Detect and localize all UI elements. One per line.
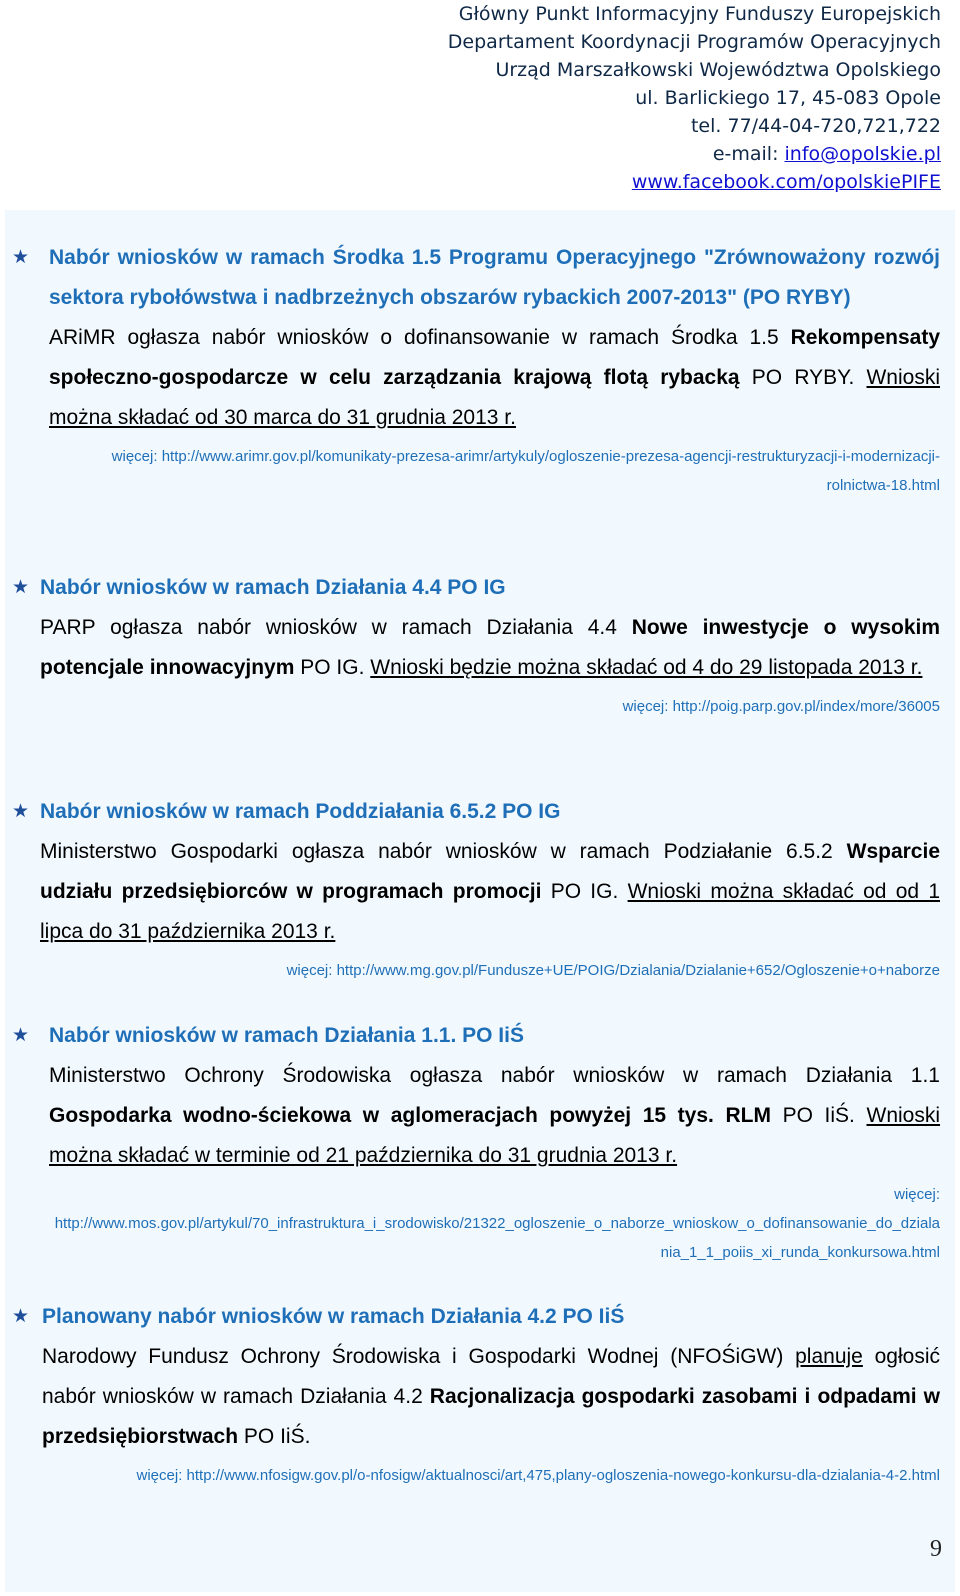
header-facebook-line — [448, 168, 941, 196]
news-title: ★ Nabór wniosków w ramach Działania 1.1. PO IiŚ — [49, 1016, 940, 1056]
star-bullet-icon: ★ — [12, 1306, 30, 1327]
header-line-5: tel. 77/44-04-720,721,722 — [690, 115, 941, 137]
news-body: Ministerstwo Gospodarki ogłasza nabór wniosków w ramach Podziałanie 6.5.2 Wsparcie udziału przedsiębiorców w programach promocji PO IG. Wnioski można składać od od 1 lipca do 31 października 2013 r. — [40, 840, 941, 943]
news-item-2 — [12, 568, 941, 721]
news-item-4 — [12, 1016, 941, 1267]
more-link-line: więcej: http://www.mos.gov.pl/artykul/70_infrastruktura_i_srodowisko/21322_ogloszenie_o_naborze_wnioskow_o_dofinansowanie_do_dzialania_1_1_poiis_xi_runda_konkursowa.html — [49, 1180, 940, 1267]
news-body: ARiMR ogłasza nabór wniosków o dofinansowanie w ramach Środka 1.5 Rekompensaty społeczno-gospodarcze w celu zarządzania krajową flotą rybacką PO RYBY. Wnioski można składać od 30 marca do 31 grudnia 2013 r. — [49, 326, 940, 429]
news-title: ★ Nabór wniosków w ramach Środka 1.5 Programu Operacyjnego "Zrównoważony rozwój sektora rybołówstwa i nadbrzeżnych obszarów rybackich 2007-2013" (PO RYBY) — [49, 238, 940, 318]
page-number: 9 — [930, 1536, 942, 1562]
more-link-line: więcej: http://www.mg.gov.pl/Fundusze+UE/POIG/Dzialania/Dzialanie+652/Ogloszenie+o+naborze — [286, 962, 940, 979]
news-title: ★ Nabór wniosków w ramach Działania 4.4 PO IG — [40, 568, 940, 608]
more-url[interactable]: http://www.mos.gov.pl/artykul/70_infrastruktura_i_srodowisko/21322_ogloszenie_o_naborze_wnioskow_o_dofinansowanie_do_dzialania_1_1_poiis_xi_runda_konkursowa.html — [54, 1215, 940, 1261]
deadline-text: Wnioski można składać w terminie od 21 października do 31 grudnia 2013 r. — [49, 1104, 941, 1167]
news-item-5 — [12, 1297, 940, 1490]
star-bullet-icon: ★ — [12, 247, 30, 268]
more-link-line: więcej: http://www.nfosigw.gov.pl/o-nfosigw/aktualnosci/art,475,plany-ogloszenia-nowego-konkursu-dla-dzialania-4-2.html — [136, 1467, 940, 1484]
deadline-text: Wnioski można składać od 30 marca do 31 grudnia 2013 r. — [49, 366, 940, 429]
contact-header — [448, 0, 941, 196]
news-title: ★ Planowany nabór wniosków w ramach Działania 4.2 PO IiŚ — [42, 1297, 940, 1337]
news-body: Ministerstwo Ochrony Środowiska ogłasza nabór wniosków w ramach Działania 1.1 Gospodarka wodno-ściekowa w aglomeracjach powyżej 15 tys. RLM PO IiŚ. Wnioski można składać w terminie od 21 października do 31 grudnia 2013 r. — [49, 1064, 941, 1167]
facebook-link[interactable]: www.facebook.com/opolskiePIFE — [631, 171, 941, 193]
star-bullet-icon: ★ — [12, 1025, 30, 1046]
header-line-4: ul. Barlickiego 17, 45-083 Opole — [635, 87, 941, 109]
deadline-text: Wnioski będzie można składać od 4 do 29 listopada 2013 r. — [370, 656, 923, 679]
email-label: e-mail: — [712, 143, 785, 165]
news-body: PARP ogłasza nabór wniosków w ramach Działania 4.4 Nowe inwestycje o wysokim potencjale innowacyjnym PO IG. Wnioski będzie można składać od 4 do 29 listopada 2013 r. — [40, 616, 941, 679]
header-line-2: Departament Koordynacji Programów Operacyjnych — [447, 31, 941, 53]
star-bullet-icon: ★ — [12, 801, 30, 822]
header-line-1: Główny Punkt Informacyjny Funduszy Europejskich — [458, 3, 941, 25]
email-link[interactable]: info@opolskie.pl — [784, 143, 941, 165]
news-item-1 — [12, 238, 940, 500]
more-url[interactable]: http://poig.parp.gov.pl/index/more/36005 — [672, 698, 940, 715]
more-url[interactable]: http://www.arimr.gov.pl/komunikaty-prezesa-arimr/artykuly/ogloszenie-prezesa-agencji-restrukturyzacji-i-modernizacji-rolnictwa-18.html — [161, 448, 940, 494]
more-link-line: więcej: http://www.arimr.gov.pl/komunikaty-prezesa-arimr/artykuly/ogloszenie-prezesa-agencji-restrukturyzacji-i-modernizacji-rolnictwa-18.html — [111, 448, 940, 494]
header-email-line — [448, 140, 941, 168]
news-title: ★ Nabór wniosków w ramach Poddziałania 6.5.2 PO IG — [40, 792, 940, 832]
more-url[interactable]: http://www.nfosigw.gov.pl/o-nfosigw/aktualnosci/art,475,plany-ogloszenia-nowego-konkursu-dla-dzialania-4-2.html — [186, 1467, 940, 1484]
deadline-text: Wnioski można składać od od 1 lipca do 31 października 2013 r. — [40, 880, 941, 943]
star-bullet-icon: ★ — [12, 577, 30, 598]
news-body: Narodowy Fundusz Ochrony Środowiska i Gospodarki Wodnej (NFOŚiGW) planuje ogłosić nabór wniosków w ramach Działania 4.2 Racjonalizacja gospodarki zasobami i odpadami w przedsiębiorstwach PO IiŚ. — [42, 1345, 940, 1448]
more-url[interactable]: http://www.mg.gov.pl/Fundusze+UE/POIG/Dzialania/Dzialanie+652/Ogloszenie+o+naborze — [336, 962, 940, 979]
more-link-line: więcej: http://poig.parp.gov.pl/index/more/36005 — [622, 698, 940, 715]
news-item-3 — [12, 792, 941, 985]
header-line-3: Urząd Marszałkowski Województwa Opolskiego — [495, 59, 941, 81]
